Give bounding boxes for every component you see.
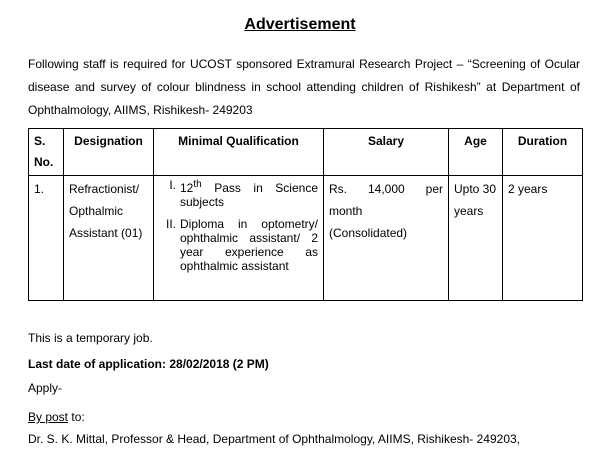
qualification-number: II. xyxy=(165,217,176,231)
requirements-table xyxy=(28,128,583,301)
temporary-note: This is a temporary job. xyxy=(28,331,153,345)
header-designation: Designation xyxy=(64,129,154,176)
last-date-line xyxy=(28,357,269,371)
qualification-list xyxy=(159,178,318,273)
table-row xyxy=(29,176,583,301)
qualification-text: Diploma in optometry/ ophthalmic assistant/ 2 year experience as ophthalmic assistant xyxy=(180,217,318,273)
header-sno: S. No. xyxy=(29,129,64,176)
cell-designation: Refractionist/ Opthalmic Assistant (01) xyxy=(64,176,154,301)
header-qualification: Minimal Qualification xyxy=(154,129,324,176)
apply-label: Apply- xyxy=(28,381,63,395)
qualification-item xyxy=(159,178,318,209)
last-date-label: Last date of application: xyxy=(28,357,167,371)
by-post-label: By post xyxy=(28,410,69,424)
header-salary: Salary xyxy=(324,129,449,176)
address-line: Dr. S. K. Mittal, Professor & Head, Department of Ophthalmology, AIIMS, Rishikesh- 249203, xyxy=(28,432,520,446)
table-header-row xyxy=(29,129,583,176)
page-title: Advertisement xyxy=(244,16,356,33)
cell-qualification xyxy=(154,176,324,301)
qualification-item xyxy=(159,217,318,273)
cell-duration: 2 years xyxy=(503,176,583,301)
by-post-line xyxy=(28,410,85,424)
intro-paragraph: Following staff is required for UCOST sponsored Extramural Research Project – “Screening of Ocular disease and survey of colour blindness in school attending children of Rishikesh” at Department of Ophthalmology, AIIMS, Rishikesh- 249203 xyxy=(28,57,580,117)
last-date-value: 28/02/2018 (2 PM) xyxy=(169,357,269,371)
by-post-suffix: to: xyxy=(68,410,85,424)
qualification-number: I. xyxy=(169,178,176,192)
cell-age: Upto 30 years xyxy=(449,176,503,301)
header-age: Age xyxy=(449,129,503,176)
superscript-th: th xyxy=(193,179,202,190)
salary-amount: 14,000 xyxy=(367,182,405,196)
cell-salary xyxy=(324,176,449,301)
cell-sno: 1. xyxy=(29,176,64,301)
salary-per: per xyxy=(425,182,443,196)
salary-prefix: Rs. xyxy=(329,182,347,196)
salary-first-line xyxy=(329,178,443,200)
salary-rest: month (Consolidated) xyxy=(329,204,408,240)
header-duration: Duration xyxy=(503,129,583,176)
qualification-text: 12th Pass in Science subjects xyxy=(180,179,318,209)
